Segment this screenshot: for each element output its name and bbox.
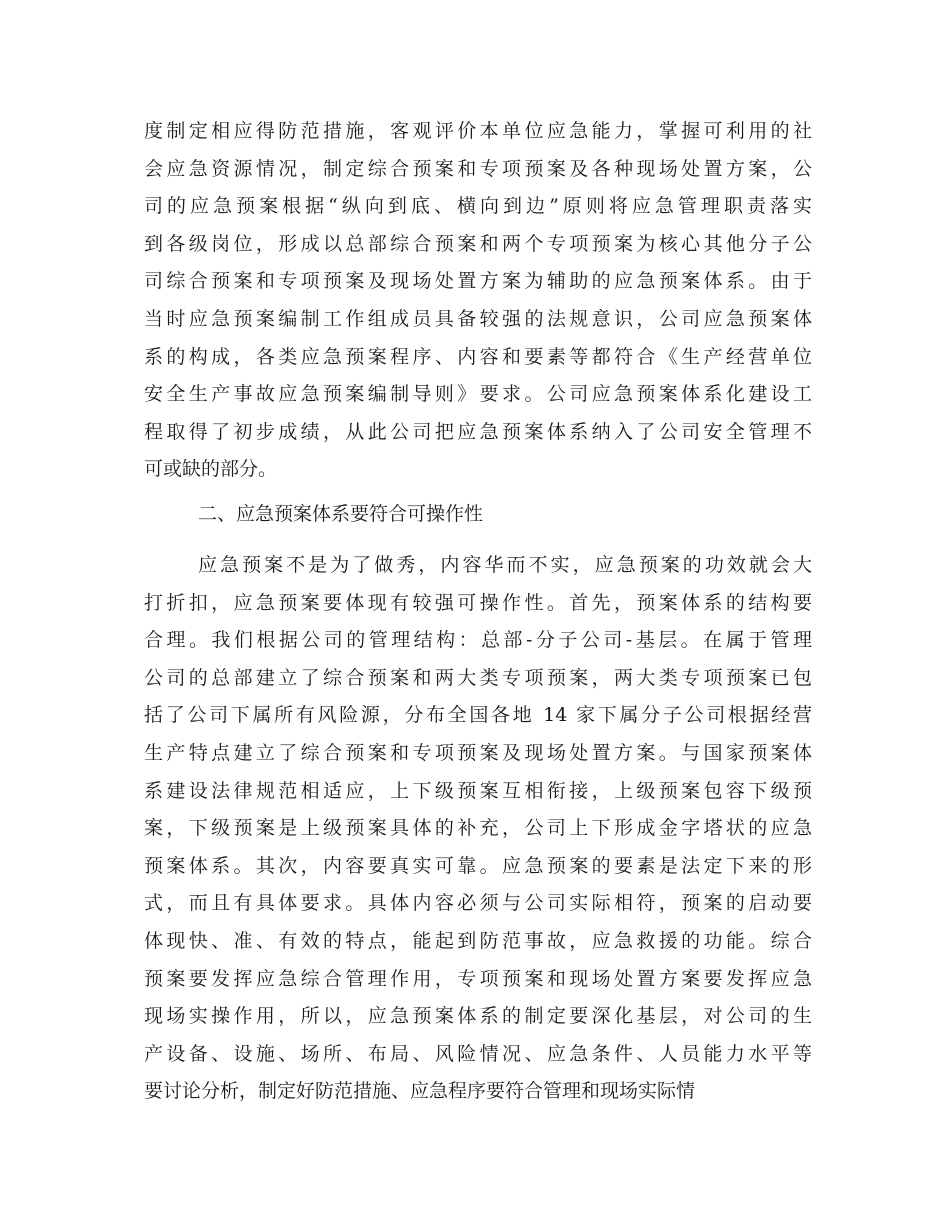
text-line: [144, 585, 812, 623]
line-text: 括了公司下属所有风险源，分布全国各地 14 家下属分子公司根据经营: [144, 704, 812, 727]
text-line: [144, 697, 812, 735]
text-line: [144, 414, 812, 452]
text-line: [144, 1073, 812, 1111]
text-line: [144, 998, 812, 1036]
text-line: [144, 848, 812, 886]
text-line: [144, 810, 812, 848]
text-line: [144, 660, 812, 698]
text-line: [144, 885, 812, 923]
text-line: [144, 113, 812, 151]
text-line: [144, 339, 812, 377]
line-text: 应急预案不是为了做秀，内容华而不实，应急预案的功效就会大: [198, 554, 812, 576]
text-line: [144, 376, 812, 414]
text-line: [144, 301, 812, 339]
text-line: [144, 188, 812, 226]
text-line: [144, 1036, 812, 1074]
line-text: 当时应急预案编制工作组成员具备较强的法规意识，公司应急预案体: [144, 307, 812, 330]
line-text: 公司的总部建立了综合预案和两大类专项预案，两大类专项预案已包: [144, 666, 812, 689]
line-text: 合理。我们根据公司的管理结构：总部-分子公司-基层。在属于管理: [144, 629, 812, 652]
text-line: [144, 226, 812, 264]
line-text: 会应急资源情况，制定综合预案和专项预案及各种现场处置方案，公: [144, 157, 812, 180]
line-text: 度制定相应得防范措施，客观评价本单位应急能力，掌握可利用的社: [144, 120, 812, 142]
line-text: 系的构成，各类应急预案程序、内容和要素等都符合《生产经营单位: [144, 345, 812, 368]
text-line: [144, 773, 812, 811]
text-line: [144, 547, 812, 585]
line-text: 到各级岗位，形成以总部综合预案和两个专项预案为核心其他分子公: [144, 232, 812, 255]
line-text: 预案要发挥应急综合管理作用，专项预案和现场处置方案要发挥应急: [144, 967, 812, 990]
line-text: 打折扣，应急预案要体现有较强可操作性。首先，预案体系的结构要: [144, 591, 812, 614]
heading-text: 二、应急预案体系要符合可操作性: [198, 503, 484, 525]
line-text: 安全生产事故应急预案编制导则》要求。公司应急预案体系化建设工: [144, 383, 812, 406]
paragraph-2: [144, 547, 812, 1111]
section-heading: [144, 496, 812, 534]
line-text: 程取得了初步成绩，从此公司把应急预案体系纳入了公司安全管理不: [144, 420, 812, 443]
text-line: [144, 622, 812, 660]
heading-line: [144, 496, 812, 534]
text-line: [144, 961, 812, 999]
line-text: 司综合预案和专项预案及现场处置方案为辅助的应急预案体系。由于: [144, 270, 812, 293]
text-line: [144, 451, 812, 489]
paragraph-1: [144, 113, 812, 489]
line-text: 现场实操作用，所以，应急预案体系的制定要深化基层，对公司的生: [144, 1005, 812, 1028]
text-line: [144, 735, 812, 773]
text-line: [144, 263, 812, 301]
line-text: 预案体系。其次，内容要真实可靠。应急预案的要素是法定下来的形: [144, 854, 812, 877]
line-text: 体现快、准、有效的特点，能起到防范事故，应急救援的功能。综合: [144, 929, 812, 952]
line-text: 生产特点建立了综合预案和专项预案及现场处置方案。与国家预案体: [144, 741, 812, 764]
line-text: 司的应急预案根据“纵向到底、横向到边”原则将应急管理职责落实: [144, 195, 812, 218]
line-text: 案，下级预案是上级预案具体的补充，公司上下形成金字塔状的应急: [144, 817, 812, 840]
line-text: 式，而且有具体要求。具体内容必须与公司实际相符，预案的启动要: [144, 892, 812, 915]
line-text: 可或缺的部分。: [144, 458, 278, 481]
line-text: 要讨论分析，制定好防范措施、应急程序要符合管理和现场实际情: [144, 1080, 696, 1103]
text-line: [144, 923, 812, 961]
line-text: 系建设法律规范相适应，上下级预案互相衔接，上级预案包容下级预: [144, 779, 812, 802]
line-text: 产设备、设施、场所、布局、风险情况、应急条件、人员能力水平等: [144, 1042, 812, 1065]
text-line: [144, 151, 812, 189]
